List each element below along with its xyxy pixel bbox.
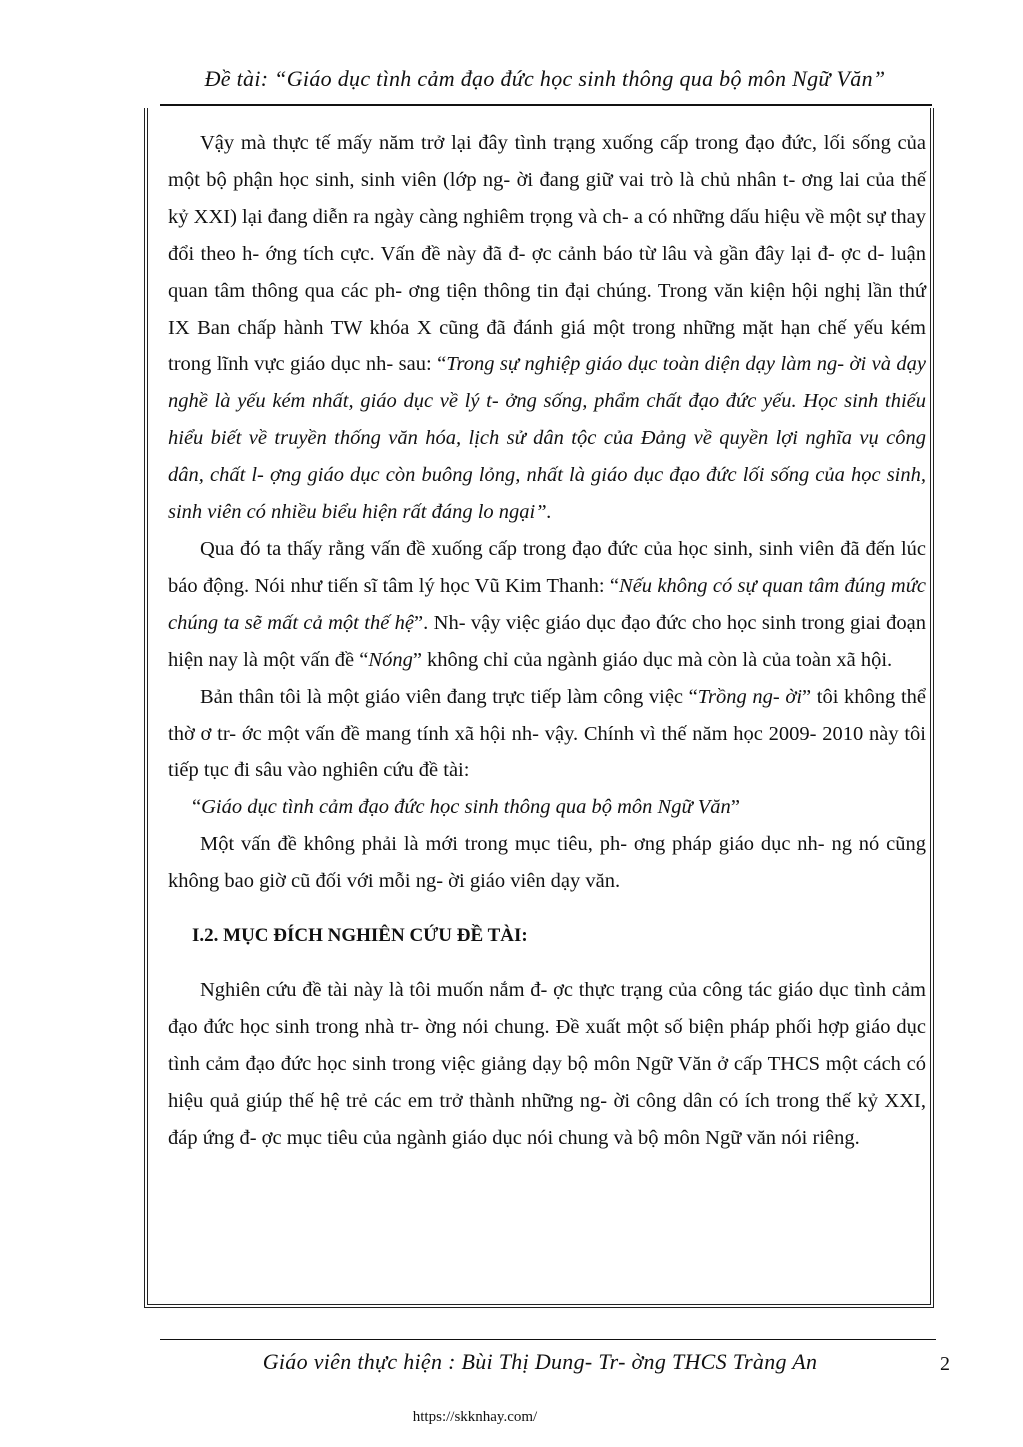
- paragraph-2-text-b: ”. Nh- vậy việc giáo dục đạo đức cho học sinh trong giai đoạn hiện nay là một vấn đề “: [168, 611, 926, 671]
- paragraph-4-title-line: [168, 789, 926, 826]
- paragraph-2: [168, 531, 926, 679]
- paragraph-1-quote: Trong sự nghiệp giáo dục toàn diện dạy làm ng- ời và dạy nghề là yếu kém nhất, giáo dục về lý t- ởng sống, phẩm chất đạo đức yếu. Học sinh thiếu hiểu biết về truyền thống văn hóa, lịch sử dân tộc của Đảng về quyền lợi nghĩa vụ công dân, chất l- ợng giáo dục còn buông lỏng, nhất là giáo dục đạo đức lối sống của học sinh, sinh viên có nhiều biểu hiện rất đáng lo ngại”.: [168, 353, 927, 524]
- document-body: [168, 125, 926, 1157]
- header-rule: [160, 104, 932, 106]
- paragraph-3-text-a: Bản thân tôi là một giáo viên đang trực tiếp làm công việc “: [200, 685, 698, 708]
- header-open-quote: “: [274, 66, 287, 91]
- header-title: Giáo dục tình cảm đạo đức học sinh thông qua bộ môn Ngữ Văn: [286, 66, 873, 91]
- header-prefix: Đề tài:: [204, 66, 275, 91]
- header-close-quote: ”: [872, 66, 886, 91]
- source-url[interactable]: https://skknhay.com/: [412, 1409, 538, 1425]
- paragraph-1-text: Vậy mà thực tế mấy năm trở lại đây tình trạng xuống cấp trong đạo đức, lối sống của một bộ phận học sinh, sinh viên (lớp ng- ời đang giữ vai trò là chủ nhân t- ơng lai của thế kỷ XXI) lại đang diễn ra ngày càng nghiêm trọng và ch- a có những dấu hiệu về một sự thay đổi theo h- ớng tích cực. Vấn đề này đã đ- ợc cảnh báo từ lâu và gần đây lại đ- ợc d- luận quan tâm thông qua các ph- ơng tiện thông tin đại chúng. Trong văn kiện hội nghị lần thứ IX Ban chấp hành TW khóa X cũng đã đánh giá một trong những mặt hạn chế yếu kém trong lĩnh vực giáo dục nh- sau: “: [168, 132, 926, 376]
- footer-rule: [160, 1339, 936, 1340]
- paragraph-3-word: Trồng ng- ời: [697, 685, 803, 708]
- paragraph-1: [168, 125, 926, 531]
- section-heading: I.2. MỤC ĐÍCH NGHIÊN CỨU ĐỀ TÀI:: [192, 925, 528, 947]
- paragraph-2-text-c: ” không chỉ của ngành giáo dục mà còn là của toàn xã hội.: [412, 648, 893, 671]
- paragraph-2-text-a: Qua đó ta thấy rằng vấn đề xuống cấp trong đạo đức của học sinh, sinh viên đã đến lúc báo động. Nói như tiến sĩ tâm lý học Vũ Kim Thanh: “: [168, 537, 926, 597]
- title-line-close-quote: ”: [730, 796, 740, 819]
- page-number: 2: [940, 1353, 950, 1375]
- title-line-title: Giáo dục tình cảm đạo đức học sinh thông qua bộ môn Ngữ Văn: [201, 796, 731, 819]
- paragraph-3-text-b: ” tôi không thể thờ ơ tr- ớc một vấn đề mang tính xã hội nh- vậy. Chính vì thế năm học 2009- 2010 này tôi tiếp tục đi sâu vào nghiên cứu đề tài:: [168, 685, 926, 782]
- paragraph-2-word: Nóng: [368, 648, 413, 671]
- paragraph-6: Nghiên cứu đề tài này là tôi muốn nắm đ- ợc thực trạng của công tác giáo dục tình cảm đạo đức học sinh trong nhà tr- ờng nói chung. Đề xuất một số biện pháp phối hợp giáo dục tình cảm đạo đức học sinh trong việc giảng dạy bộ môn Ngữ Văn ở cấp THCS một cách có hiệu quả giúp thế hệ trẻ các em trở thành những ng- ời công dân có ích trong thế kỷ XXI, đáp ứng đ- ợc mục tiêu của ngành giáo dục nói chung và bộ môn Ngữ văn nói riêng.: [168, 979, 926, 1149]
- footer-author: Giáo viên thực hiện : Bùi Thị Dung- Tr- ờng THCS Tràng An: [262, 1349, 818, 1374]
- paragraph-5: Một vấn đề không phải là mới trong mục tiêu, ph- ơng pháp giáo dục nh- ng nó cũng không bao giờ cũ đối với mỗi ng- ời giáo viên dạy văn.: [168, 833, 926, 893]
- paragraph-2-quote: Nếu không có sự quan tâm đúng mức chúng ta sẽ mất cả một thế hệ: [168, 574, 926, 634]
- title-line-open-quote: “: [192, 796, 202, 819]
- paragraph-3: [168, 679, 926, 790]
- page-header: [160, 66, 930, 92]
